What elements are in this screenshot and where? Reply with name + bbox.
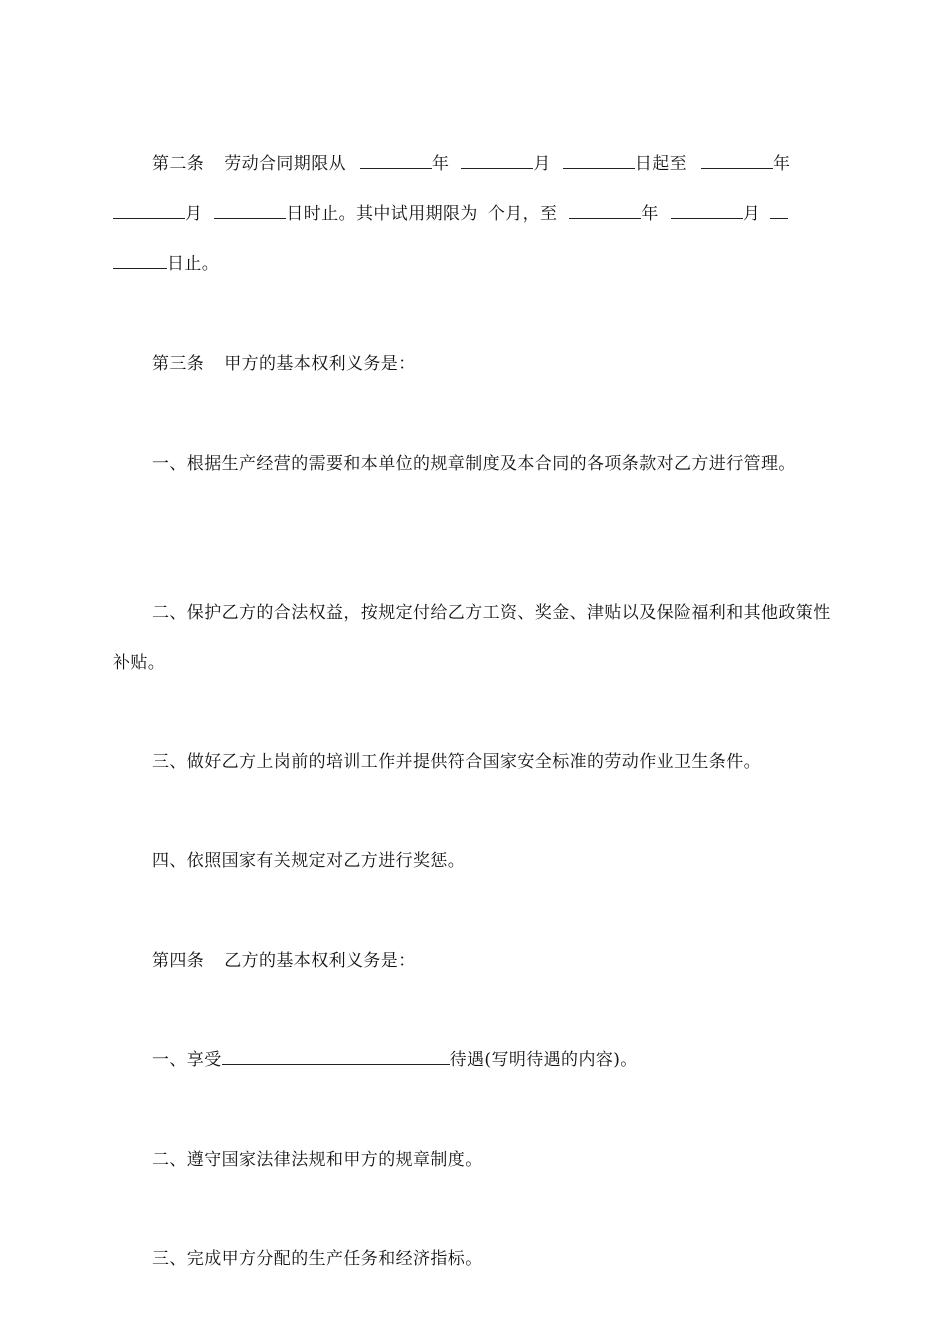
article-4-item-3: 三、完成甲方分配的生产任务和经济指标。 <box>152 1249 483 1269</box>
article-3-title: 第三条 <box>152 354 205 374</box>
benefit-blank <box>222 1050 450 1065</box>
end-year-blank <box>701 154 773 169</box>
year-label: 年 <box>641 204 659 224</box>
month-label: 月 <box>742 204 761 224</box>
year-label: 年 <box>432 154 450 174</box>
day-until-label: 日时止。其中试用期限为 <box>286 204 478 224</box>
article-4-item-2: 二、遵守国家法律法规和甲方的规章制度。 <box>152 1150 483 1170</box>
probation-day-blank-b <box>113 254 167 269</box>
month-label: 月 <box>185 204 203 224</box>
article-2-paragraph <box>113 139 837 289</box>
article-4-heading-text: 乙方的基本权利义务是： <box>224 951 416 971</box>
article-4-item-1-suffix: 待遇(写明待遇的内容)。 <box>449 1050 638 1070</box>
article-4-heading <box>113 936 837 986</box>
end-day-blank <box>214 204 286 219</box>
article-4-item-1-prefix: 一、享受 <box>152 1050 222 1070</box>
day-from-label: 日起至 <box>634 154 688 174</box>
article-3-item-2: 二、保护乙方的合法权益，按规定付给乙方工资、奖金、津贴以及保险福利和其他政策性补贴。 <box>113 603 831 673</box>
article-3-heading <box>113 339 837 389</box>
article-4-title: 第四条 <box>152 951 205 971</box>
day-end-label: 日止。 <box>167 254 220 274</box>
probation-year-blank <box>569 204 641 219</box>
year-label: 年 <box>773 154 791 174</box>
article-3-item-4: 四、依照国家有关规定对乙方进行奖惩。 <box>152 851 466 871</box>
article-2-text-start: 劳动合同期限从 <box>224 154 347 174</box>
month-label: 月 <box>533 154 551 174</box>
probation-months-label: 个月，至 <box>487 204 558 224</box>
end-month-blank <box>113 204 185 219</box>
start-month-blank <box>461 154 533 169</box>
probation-month-blank <box>671 204 743 219</box>
start-day-blank <box>563 154 635 169</box>
article-3-heading-text: 甲方的基本权利义务是： <box>224 354 416 374</box>
article-3-item-3: 三、做好乙方上岗前的培训工作并提供符合国家安全标准的劳动作业卫生条件。 <box>152 752 761 772</box>
article-4-item-1 <box>113 1035 837 1085</box>
article-2-title: 第二条 <box>152 154 205 174</box>
article-3-item-1: 一、根据生产经营的需要和本单位的规章制度及本合同的各项条款对乙方进行管理。 <box>152 454 796 474</box>
start-year-blank <box>360 154 432 169</box>
probation-day-blank-a <box>770 204 788 219</box>
